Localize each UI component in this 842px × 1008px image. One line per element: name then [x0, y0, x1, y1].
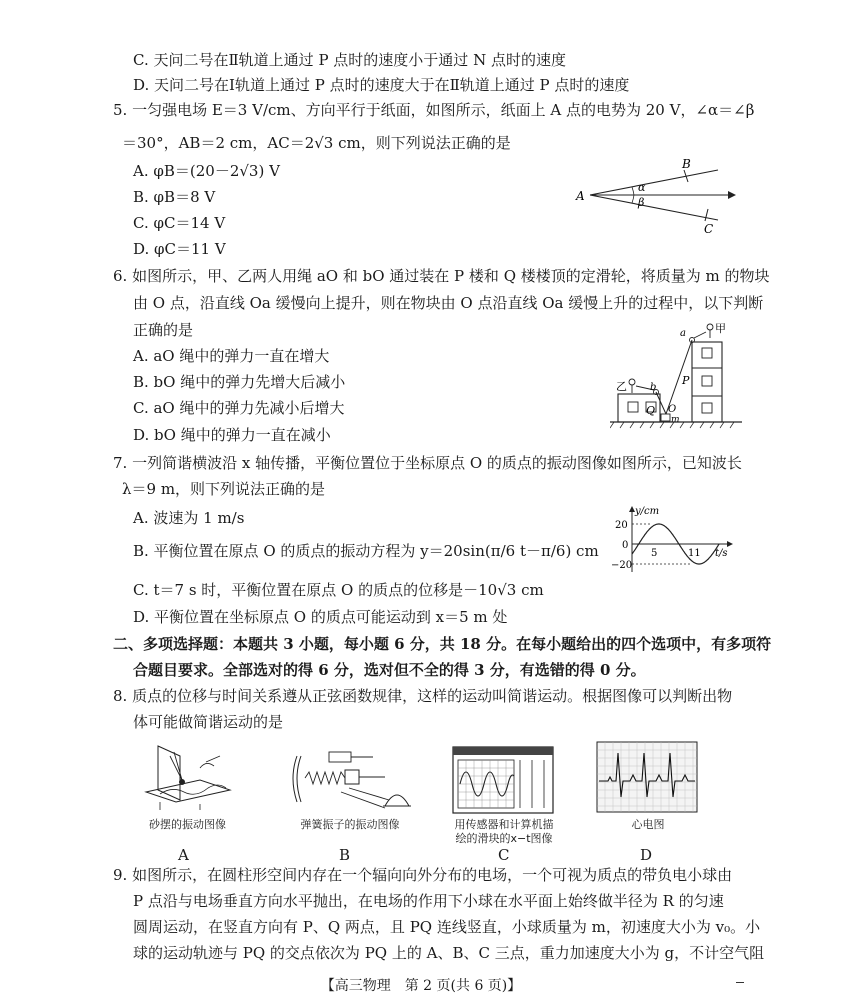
q5-stem-line2: ＝30°，AB＝2 cm，AC＝2√3 cm，则下列说法正确的是	[122, 134, 511, 152]
q8-letter-a: A	[178, 846, 189, 864]
q6-label-q: Q	[646, 404, 656, 417]
q6-option-c: C. aO 绳中的弹力先减小后增大	[133, 399, 345, 417]
q6-stem-line1: 6. 如图所示，甲、乙两人用绳 aO 和 bO 通过装在 P 楼和 Q 楼楼顶的定滑轮，将质量为 m 的物块	[113, 267, 770, 285]
q6-buildings-figure	[610, 318, 750, 438]
q7-x-axis-label: t/s	[715, 548, 728, 559]
q8-caption-d: 心电图	[631, 818, 665, 831]
q8-letter-c: C	[498, 846, 510, 864]
q7-vibration-graph	[605, 502, 740, 578]
q5-label-beta: β	[638, 196, 645, 209]
q8-letter-b: B	[339, 846, 351, 864]
q8-spring-oscillator-figure	[285, 742, 415, 816]
q5-option-b: B. φB＝8 V	[133, 188, 216, 206]
q7-tick-20: 20	[615, 520, 628, 531]
q7-option-d: D. 平衡位置在坐标原点 O 的质点可能运动到 x＝5 m 处	[133, 608, 508, 626]
page-footer: 【高三物理 第 2 页(共 6 页)】	[320, 978, 522, 994]
q7-tick-5: 5	[651, 548, 658, 559]
q6-label-o: O	[668, 404, 677, 415]
q9-stem-line2: P 点沿与电场垂直方向水平抛出，在电场的作用下小球在水平面上始终做半径为 R 的匀速	[133, 892, 724, 910]
footer-dash	[736, 982, 744, 983]
q8-caption-c-line2: 绘的滑块的x−t图像	[455, 832, 553, 845]
q7-stem-line1: 7. 一列简谐横波沿 x 轴传播，平衡位置位于坐标原点 O 的质点的振动图像如图所示，已知波长	[113, 454, 742, 472]
q6-label-b: b	[650, 382, 657, 393]
q7-option-a: A. 波速为 1 m/s	[133, 509, 245, 527]
section2-heading-line2: 合题目要求。全部选对的得 6 分，选对但不全的得 3 分，有选错的得 0 分。	[133, 661, 646, 679]
q7-option-c: C. t＝7 s 时，平衡位置在原点 O 的质点的位移是－10√3 cm	[133, 581, 544, 599]
q6-stem-line2: 由 O 点，沿直线 Oa 缓慢向上提升，则在物块由 O 点沿直线 Oa 缓慢上升的过程中，以下判断	[133, 294, 764, 312]
q5-stem-line1: 5. 一匀强电场 E＝3 V/cm、方向平行于纸面，如图所示，纸面上 A 点的电势为 20 V，∠α＝∠β	[113, 101, 755, 119]
q8-sand-pendulum-figure	[140, 742, 235, 816]
q7-stem-line2: λ＝9 m，则下列说法正确的是	[122, 480, 326, 498]
q8-letter-d: D	[640, 846, 653, 864]
q9-stem-line4: 球的运动轨迹与 PQ 的交点依次为 PQ 上的 A、B、C 三点，重力加速度大小为 g，不计空气阻	[133, 944, 765, 962]
q8-ecg-figure	[596, 741, 700, 813]
q8-sensor-computer-figure	[452, 746, 556, 814]
q4-option-d: D. 天问二号在Ⅰ轨道上通过 P 点时的速度大于在Ⅱ轨道上通过 P 点时的速度	[133, 76, 630, 94]
q6-option-b: B. bO 绳中的弹力先增大后减小	[133, 373, 346, 391]
section2-heading-line1: 二、多项选择题：本题共 3 小题，每小题 6 分，共 18 分。在每小题给出的四个选项中，有多项符	[113, 635, 772, 653]
q5-option-d: D. φC＝11 V	[133, 240, 226, 258]
q5-field-figure	[570, 158, 740, 236]
q7-tick-11: 11	[688, 548, 701, 559]
q6-label-jia: 甲	[715, 322, 726, 335]
q7-y-axis-label: y/cm	[635, 506, 660, 517]
q7-tick-0: 0	[622, 540, 629, 551]
q4-option-c: C. 天问二号在Ⅱ轨道上通过 P 点时的速度小于通过 N 点时的速度	[133, 51, 566, 69]
q6-stem-line3: 正确的是	[133, 321, 194, 339]
q6-option-a: A. aO 绳中的弹力一直在增大	[133, 347, 330, 365]
q8-caption-a: 砂摆的振动图像	[149, 818, 226, 831]
q6-label-a: a	[680, 328, 686, 339]
q5-label-alpha: α	[638, 181, 646, 194]
q6-label-m: m	[671, 415, 680, 425]
q8-stem-line2: 体可能做简谐运动的是	[133, 713, 284, 731]
q5-label-c: C	[704, 222, 714, 236]
q6-label-yi: 乙	[616, 380, 627, 393]
q5-option-c: C. φC＝14 V	[133, 214, 226, 232]
q5-option-a: A. φB＝(20－2√3) V	[133, 162, 280, 180]
q6-option-d: D. bO 绳中的弹力一直在减小	[133, 426, 331, 444]
q8-caption-b: 弹簧振子的振动图像	[300, 818, 400, 831]
q8-stem-line1: 8. 质点的位移与时间关系遵从正弦函数规律，这样的运动叫简谐运动。根据图像可以判断出物	[113, 687, 733, 705]
q7-tick-neg20: −20	[611, 560, 633, 571]
q5-label-a: A	[576, 189, 585, 203]
q5-label-b: B	[682, 158, 691, 171]
q9-stem-line3: 圆周运动，在竖直方向有 P、Q 两点，且 PQ 连线竖直，小球质量为 m，初速度大小为 v₀。小	[133, 918, 761, 936]
q7-option-b: B. 平衡位置在原点 O 的质点的振动方程为 y＝20sin(π/6 t－π/6) cm	[133, 542, 599, 560]
q6-label-p: P	[682, 374, 690, 387]
q9-stem-line1: 9. 如图所示，在圆柱形空间内存在一个辐向向外分布的电场，一个可视为质点的带负电小球由	[113, 866, 733, 884]
q8-caption-c-line1: 用传感器和计算机描	[454, 818, 554, 831]
